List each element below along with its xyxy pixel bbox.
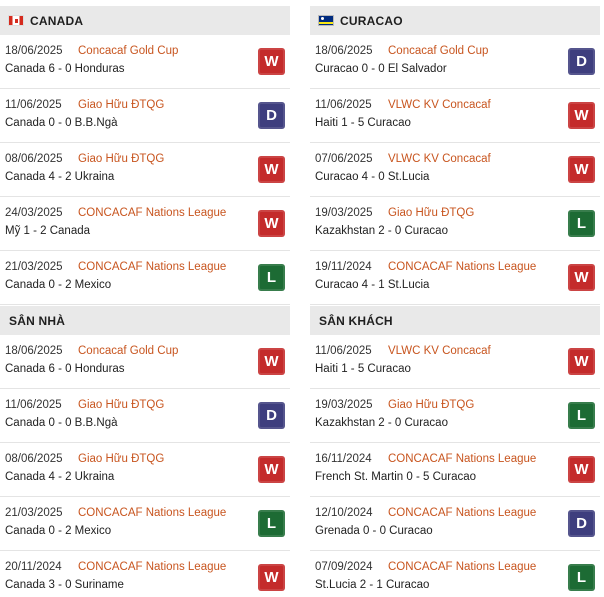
competition-link[interactable]: VLWC KV Concacaf xyxy=(388,99,491,111)
result-badge: D xyxy=(258,102,285,129)
match-score: Kazakhstan 2 - 0 Curacao xyxy=(315,225,448,237)
panel-title: CANADA xyxy=(30,13,84,28)
match-date: 21/03/2025 xyxy=(5,261,63,273)
competition-link[interactable]: VLWC KV Concacaf xyxy=(388,153,491,165)
match-date: 12/10/2024 xyxy=(315,507,373,519)
match-date: 11/06/2025 xyxy=(5,99,62,111)
competition-link[interactable]: CONCACAF Nations League xyxy=(78,261,227,273)
match-date: 19/03/2025 xyxy=(315,399,373,411)
match-date: 24/03/2025 xyxy=(5,207,63,219)
match-date: 19/11/2024 xyxy=(315,261,372,273)
panel-away xyxy=(310,306,600,597)
match-score: Canada 0 - 0 B.B.Ngà xyxy=(5,117,118,129)
competition-link[interactable]: Giao Hữu ĐTQG xyxy=(78,399,165,411)
result-badge: W xyxy=(568,348,595,375)
competition-link[interactable]: Giao Hữu ĐTQG xyxy=(388,207,475,219)
match-date: 11/06/2025 xyxy=(315,99,372,111)
match-score: Canada 0 - 2 Mexico xyxy=(5,525,112,537)
competition-link[interactable]: Concacaf Gold Cup xyxy=(388,45,489,57)
match-score: St.Lucia 2 - 1 Curacao xyxy=(315,579,430,591)
match-row[interactable] xyxy=(0,443,290,497)
match-row[interactable] xyxy=(310,389,600,443)
match-row[interactable] xyxy=(310,335,600,389)
competition-link[interactable]: CONCACAF Nations League xyxy=(78,207,227,219)
match-score: Canada 4 - 2 Ukraina xyxy=(5,471,115,483)
panel-header-curacao xyxy=(310,6,600,35)
competition-link[interactable]: CONCACAF Nations League xyxy=(388,561,537,573)
panel-title: SÂN KHÁCH xyxy=(319,313,393,328)
result-badge: L xyxy=(258,264,285,291)
result-badge: W xyxy=(568,264,595,291)
match-row[interactable] xyxy=(0,197,290,251)
match-score: Mỹ 1 - 2 Canada xyxy=(5,225,91,237)
panel-header-away xyxy=(310,306,600,335)
result-badge: W xyxy=(258,564,285,591)
result-badge: W xyxy=(258,348,285,375)
match-score: Canada 6 - 0 Honduras xyxy=(5,63,125,75)
result-badge: W xyxy=(568,456,595,483)
match-row[interactable] xyxy=(310,197,600,251)
panel-canada xyxy=(0,6,290,305)
match-row[interactable] xyxy=(310,89,600,143)
match-score: French St. Martin 0 - 5 Curacao xyxy=(315,471,477,483)
match-date: 16/11/2024 xyxy=(315,453,372,465)
match-date: 11/06/2025 xyxy=(315,345,372,357)
result-badge: W xyxy=(568,102,595,129)
competition-link[interactable]: VLWC KV Concacaf xyxy=(388,345,491,357)
match-row[interactable] xyxy=(0,35,290,89)
match-date: 21/03/2025 xyxy=(5,507,63,519)
result-badge: L xyxy=(568,402,595,429)
match-date: 07/06/2025 xyxy=(315,153,373,165)
match-score: Curacao 4 - 1 St.Lucia xyxy=(315,279,430,291)
result-badge: W xyxy=(258,210,285,237)
competition-link[interactable]: CONCACAF Nations League xyxy=(78,507,227,519)
result-badge: W xyxy=(258,156,285,183)
match-date: 08/06/2025 xyxy=(5,153,63,165)
match-row[interactable] xyxy=(0,497,290,551)
competition-link[interactable]: CONCACAF Nations League xyxy=(78,561,227,573)
match-score: Curacao 0 - 0 El Salvador xyxy=(315,63,447,75)
result-badge: W xyxy=(258,456,285,483)
match-score: Grenada 0 - 0 Curacao xyxy=(315,525,433,537)
match-row[interactable] xyxy=(310,251,600,305)
match-row[interactable] xyxy=(310,497,600,551)
result-badge: W xyxy=(258,48,285,75)
match-row[interactable] xyxy=(310,35,600,89)
match-date: 20/11/2024 xyxy=(5,561,62,573)
match-row[interactable] xyxy=(0,89,290,143)
panel-title: CURACAO xyxy=(340,13,403,28)
panel-home xyxy=(0,306,290,597)
competition-link[interactable]: Giao Hữu ĐTQG xyxy=(388,399,475,411)
competition-link[interactable]: Concacaf Gold Cup xyxy=(78,45,179,57)
match-score: Kazakhstan 2 - 0 Curacao xyxy=(315,417,448,429)
match-row[interactable] xyxy=(310,143,600,197)
match-row[interactable] xyxy=(0,551,290,597)
match-score: Haiti 1 - 5 Curacao xyxy=(315,363,411,375)
result-badge: D xyxy=(258,402,285,429)
result-badge: L xyxy=(568,564,595,591)
match-score: Canada 3 - 0 Suriname xyxy=(5,579,124,591)
competition-link[interactable]: CONCACAF Nations League xyxy=(388,261,537,273)
match-score: Curacao 4 - 0 St.Lucia xyxy=(315,171,430,183)
result-badge: L xyxy=(258,510,285,537)
result-badge: W xyxy=(568,156,595,183)
match-row[interactable] xyxy=(310,443,600,497)
curacao-flag-icon xyxy=(318,15,334,26)
match-score: Canada 0 - 2 Mexico xyxy=(5,279,112,291)
match-date: 19/03/2025 xyxy=(315,207,373,219)
competition-link[interactable]: Concacaf Gold Cup xyxy=(78,345,179,357)
match-date: 11/06/2025 xyxy=(5,399,62,411)
panel-header-canada xyxy=(0,6,290,35)
result-badge: L xyxy=(568,210,595,237)
match-date: 18/06/2025 xyxy=(315,45,373,57)
competition-link[interactable]: Giao Hữu ĐTQG xyxy=(78,99,165,111)
match-date: 18/06/2025 xyxy=(5,45,63,57)
competition-link[interactable]: CONCACAF Nations League xyxy=(388,507,537,519)
match-row[interactable] xyxy=(0,389,290,443)
competition-link[interactable]: Giao Hữu ĐTQG xyxy=(78,153,165,165)
panel-curacao xyxy=(310,6,600,305)
match-score: Canada 6 - 0 Honduras xyxy=(5,363,125,375)
match-row[interactable] xyxy=(0,335,290,389)
panel-title: SÂN NHÀ xyxy=(9,313,66,328)
match-date: 08/06/2025 xyxy=(5,453,63,465)
match-score: Canada 4 - 2 Ukraina xyxy=(5,171,115,183)
panel-header-home xyxy=(0,306,290,335)
match-score: Canada 0 - 0 B.B.Ngà xyxy=(5,417,118,429)
competition-link[interactable]: CONCACAF Nations League xyxy=(388,453,537,465)
result-badge: D xyxy=(568,510,595,537)
match-row[interactable] xyxy=(310,551,600,597)
competition-link[interactable]: Giao Hữu ĐTQG xyxy=(78,453,165,465)
canada-flag-icon xyxy=(8,15,24,26)
match-date: 07/09/2024 xyxy=(315,561,373,573)
result-badge: D xyxy=(568,48,595,75)
match-date: 18/06/2025 xyxy=(5,345,63,357)
match-row[interactable] xyxy=(0,143,290,197)
match-row[interactable] xyxy=(0,251,290,305)
match-score: Haiti 1 - 5 Curacao xyxy=(315,117,411,129)
